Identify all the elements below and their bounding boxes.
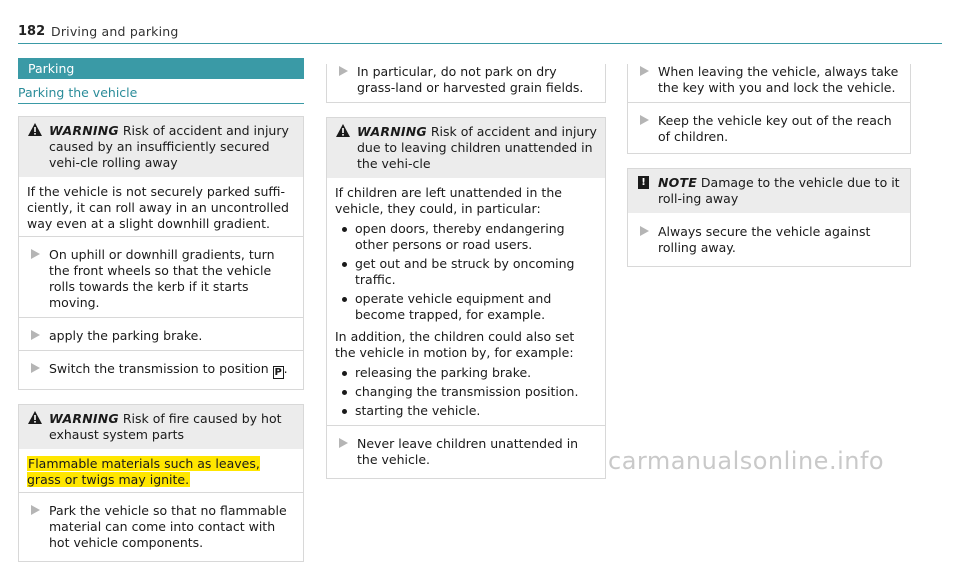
step-arrow-icon	[31, 249, 40, 259]
step-text: In particular, do not park on dry grass-land or harvested grain fields.	[357, 64, 584, 95]
step-arrow-icon	[31, 505, 40, 515]
step-arrow-icon	[640, 226, 649, 236]
warning-body	[19, 449, 303, 561]
warning-headline: Risk of accident and injury caused by an insufficiently secured vehi-cle rolling away	[49, 123, 289, 170]
warning-body	[327, 178, 605, 478]
section-title-bar: Parking	[18, 58, 304, 79]
divider	[19, 236, 303, 237]
warning-headline: Risk of fire caused by hot exhaust system parts	[49, 411, 282, 442]
warning-keyword: WARNING	[49, 123, 119, 138]
running-section-title: Driving and parking	[51, 24, 179, 39]
action-step	[636, 113, 902, 145]
divider	[628, 102, 910, 103]
divider	[19, 492, 303, 493]
step-text: When leaving the vehicle, always take the key with you and lock the vehicle.	[658, 64, 899, 95]
action-step	[636, 224, 902, 256]
warning-keyword: WARNING	[49, 411, 119, 426]
bullet-list	[335, 221, 597, 323]
note-headline: Damage to the vehicle due to it roll-ing away	[658, 175, 900, 206]
continued-steps	[627, 64, 911, 154]
column-3	[627, 58, 911, 267]
list-item: starting the vehicle.	[335, 403, 597, 419]
warning-box-rolling	[18, 116, 304, 390]
step-text: Park the vehicle so that no flammable material can come into contact with hot vehicle components.	[49, 503, 287, 550]
step-arrow-icon	[339, 66, 348, 76]
subsection-title: Parking the vehicle	[18, 85, 304, 104]
warning-text: If the vehicle is not securely parked suffi-ciently, it can roll away in an uncontrolled way even at a slight downhill gradient.	[27, 184, 289, 231]
divider	[327, 425, 605, 426]
warning-text: In addition, the children could also set the vehicle in motion by, for example:	[335, 329, 575, 360]
step-arrow-icon	[31, 330, 40, 340]
warning-text: If children are left unattended in the vehicle, they could, in particular:	[335, 185, 562, 216]
action-step: Switch the transmission to position P .	[27, 361, 295, 379]
divider	[19, 317, 303, 318]
continued-steps	[326, 64, 606, 103]
step-arrow-icon	[640, 115, 649, 125]
action-step	[636, 64, 902, 96]
list-item: get out and be struck by oncoming traffic.	[335, 256, 597, 288]
watermark-text: carmanualsonline.info	[608, 447, 885, 475]
list-item: releasing the parking brake.	[335, 365, 597, 381]
column-2	[326, 58, 606, 479]
step-arrow-icon	[640, 66, 649, 76]
step-text: apply the parking brake.	[49, 328, 203, 343]
note-body	[628, 213, 910, 266]
warning-box-fire	[18, 404, 304, 562]
note-header	[628, 169, 910, 213]
action-step	[335, 64, 597, 96]
highlighted-text: Flammable materials such as leaves, grass or twigs may ignite.	[27, 456, 260, 487]
step-text: Never leave children unattended in the vehicle.	[357, 436, 579, 467]
list-item: operate vehicle equipment and become trapped, for example.	[335, 291, 597, 323]
warning-box-children	[326, 117, 606, 479]
bullet-list	[335, 365, 597, 419]
action-step	[335, 436, 597, 468]
warning-body	[19, 177, 303, 389]
action-step	[27, 503, 295, 551]
note-keyword: NOTE	[658, 175, 697, 190]
list-item: changing the transmission position.	[335, 384, 597, 400]
list-item: open doors, thereby endangering other persons or road users.	[335, 221, 597, 253]
note-box	[627, 168, 911, 267]
step-arrow-icon	[339, 438, 348, 448]
step-text: Keep the vehicle key out of the reach of children.	[658, 113, 892, 144]
warning-triangle-icon	[336, 124, 350, 137]
step-arrow-icon	[31, 363, 40, 373]
divider	[19, 350, 303, 351]
note-exclamation-icon: !	[638, 176, 649, 189]
page-header	[18, 16, 942, 44]
warning-headline: Risk of accident and injury due to leaving children unattended in the vehi-cle	[357, 124, 597, 171]
warning-keyword: WARNING	[357, 124, 427, 139]
action-step	[27, 328, 295, 344]
warning-triangle-icon	[28, 123, 42, 136]
page-number: 182	[18, 24, 46, 39]
step-text: Always secure the vehicle against rolling away.	[658, 224, 871, 255]
step-text: Switch the transmission to position	[49, 361, 273, 376]
step-text: On uphill or downhill gradients, turn the front wheels so that the vehicle rolls towards the kerb if it starts moving.	[49, 247, 275, 310]
park-position-icon: P	[274, 367, 282, 378]
warning-triangle-icon	[28, 411, 42, 424]
action-step	[27, 247, 295, 311]
warning-header	[19, 117, 303, 177]
warning-header	[327, 118, 605, 178]
warning-header	[19, 405, 303, 449]
column-1	[18, 58, 304, 562]
